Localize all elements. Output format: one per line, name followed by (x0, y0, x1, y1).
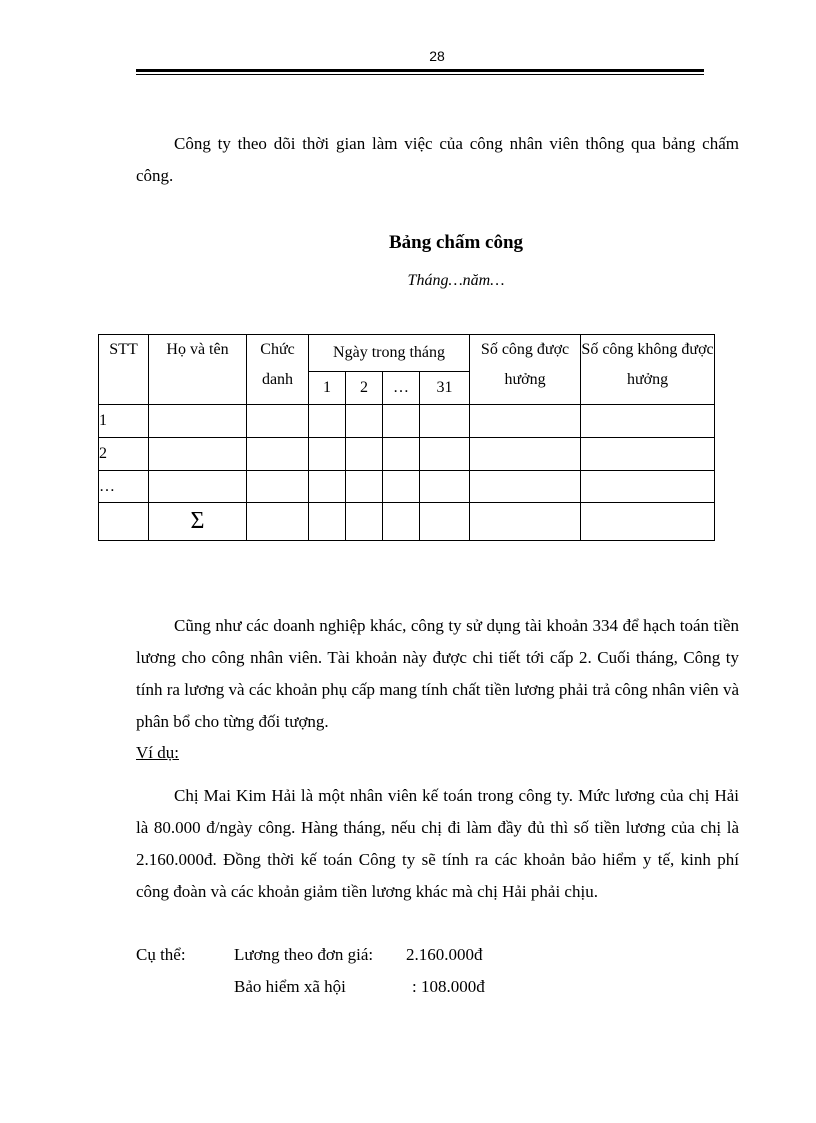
header-days-group: Ngày trong tháng (309, 335, 470, 372)
sigma-symbol: Σ (149, 503, 247, 541)
header-rule-thick (136, 69, 704, 72)
header-stt: STT (99, 335, 149, 405)
header-day: … (383, 372, 420, 405)
attendance-table (98, 334, 715, 541)
account-paragraph: Cũng như các doanh nghiệp khác, công ty sử dụng tài khoản 334 để hạch toán tiền lương cho công nhân viên. Tài khoản này được chi tiết tới cấp 2. Cuối tháng, Công ty tính ra lương và các khoản phụ cấp mang tính chất tiền lương phải trả công nhân viên và phân bổ cho từng đối tượng. (136, 616, 739, 731)
header-name: Họ và tên (149, 335, 247, 405)
page-number: 28 (429, 48, 445, 64)
table-subtitle: Tháng…năm… (407, 272, 505, 289)
row-stt: … (99, 471, 149, 503)
detail-item-name: Bảo hiểm xã hội (234, 977, 346, 996)
header-unpaid: Số công không được hưởng (581, 335, 715, 405)
header-day: 31 (420, 372, 470, 405)
row-stt: 2 (99, 438, 149, 471)
header-position: Chức danh (247, 335, 309, 405)
header-day: 2 (346, 372, 383, 405)
total-row (99, 503, 715, 541)
table-title: Bảng chấm công (388, 232, 524, 253)
details-label: Cụ thể: (136, 945, 186, 964)
detail-item-value: 2.160.000đ (406, 945, 483, 964)
header-rule-thin (136, 74, 704, 75)
table-row (99, 438, 715, 471)
row-stt: 1 (99, 405, 149, 438)
detail-item-value: : 108.000đ (412, 977, 485, 996)
table-row (99, 471, 715, 503)
detail-item-name: Lương theo đơn giá: (234, 945, 374, 964)
intro-paragraph: Công ty theo dõi thời gian làm việc của công nhân viên thông qua bảng chấm công. (136, 134, 739, 185)
header-day: 1 (309, 372, 346, 405)
header-paid: Số công được hưởng (470, 335, 581, 405)
table-row (99, 405, 715, 438)
example-label: Ví dụ: (136, 743, 179, 762)
example-paragraph: Chị Mai Kim Hải là một nhân viên kế toán trong công ty. Mức lương của chị Hải là 80.000 đ/ngày công. Hàng tháng, nếu chị đi làm đầy đủ thì số tiền lương của chị là 2.160.000đ. Đồng thời kế toán Công ty sẽ tính ra các khoản bảo hiểm y tế, kinh phí công đoàn và các khoản giảm tiền lương khác mà chị Hải phải chịu. (136, 786, 739, 901)
